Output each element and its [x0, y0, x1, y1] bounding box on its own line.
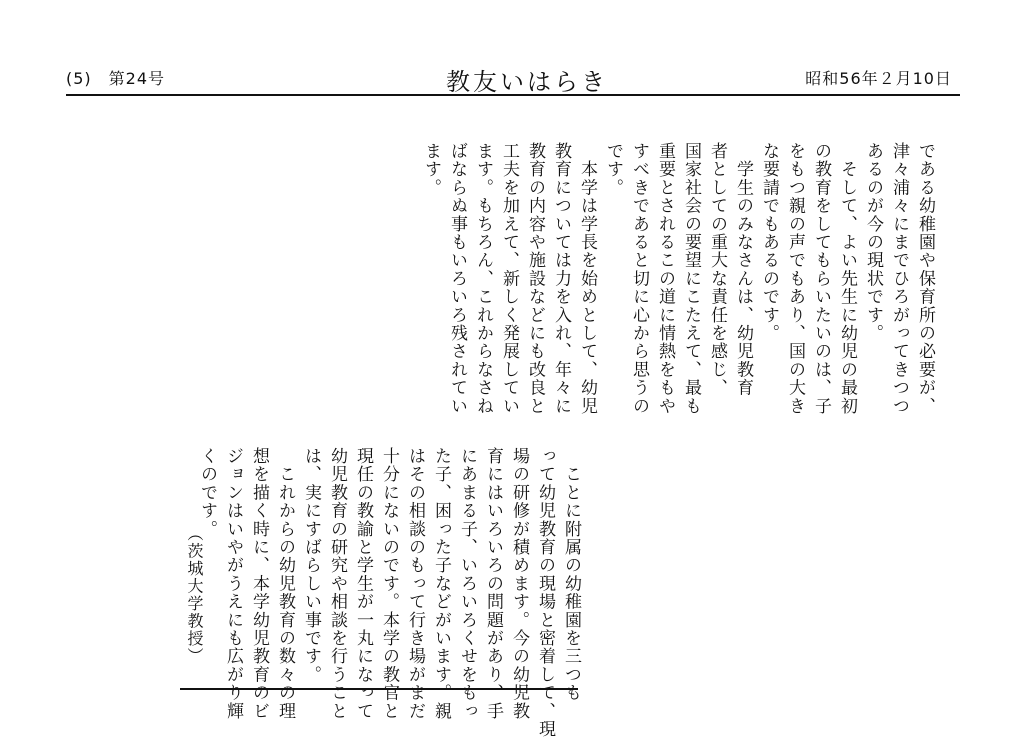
article-end-rule [180, 688, 578, 690]
header-rule [66, 94, 960, 96]
page-header [66, 62, 960, 96]
article-column-lower: ことに附属の幼稚園を三つも って幼児教育の現場と密着して、現 場の研修が積めます。今の幼児教 育にはいろいろの問題があり、手 にあまる子、いろいろくせをもっ た子、困った子などがいます。親 はその相談のもって行き場がまだ 十分にないのです。本学の教官と 現任の教諭と学生が一丸になって 幼児教育の研究や相談を行うこと は、実にすばらしい事です。 これからの幼児教育の数々の理 想を描く時に、本学幼児教育のビ ジョンはいやがうえにも広がり輝 くのです。 [197, 447, 581, 738]
issue-number: (5) 第24号 [66, 69, 166, 88]
newsletter-title: 教友いはらき [446, 68, 608, 96]
author-affiliation: （茨城大学教授） [185, 525, 204, 665]
article-column-upper: である幼稚園や保育所の必要が、 津々浦々にまでひろがってきつつ あるのが今の現状です。 そして、よい先生に幼児の最初 の教育をしてもらいたいのは、子 をもつ親の声でもあり、国の大き な要請でもあるのです。 学生のみなさんは、幼児教育 者としての重大な責任を感じ、 国家社会の要望にこたえて、最も 重要とされるこの道に情熱をもや すべきであると切に心から思うの です。 本学は学長を始めとして、幼児 教育については力を入れ、年々に 教育の内容や施設などにも改良と 工夫を加えて、新しく発展してい ます。もちろん、これからなさね ばならぬ事もいろいろ残されてい ます。 [421, 142, 935, 415]
publication-date: 昭和56年２月10日 [805, 69, 952, 88]
